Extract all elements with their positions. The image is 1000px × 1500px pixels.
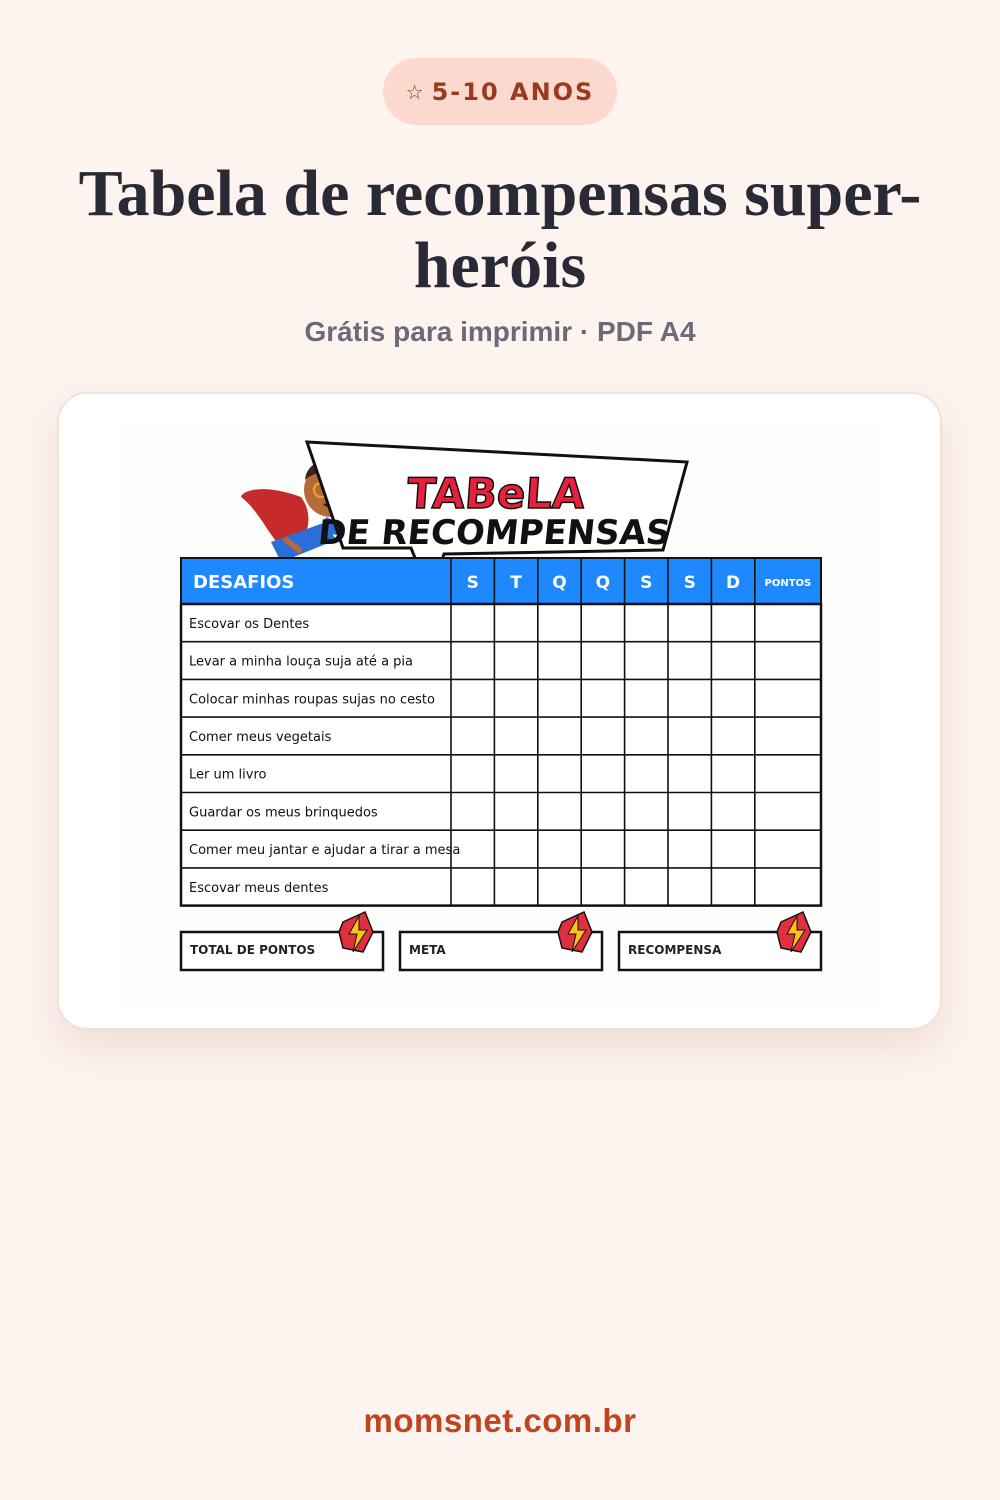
day-header: Q (552, 573, 567, 593)
page-subtitle: Grátis para imprimir · PDF A4 (304, 316, 696, 347)
points-header: PONTOS (764, 578, 812, 589)
reward-chart-svg (121, 422, 881, 1004)
chore-table (181, 558, 821, 906)
day-header: S (640, 573, 653, 593)
page-title: Tabela de recompensas super-heróis (78, 157, 922, 302)
chart-heading-line1: TABeLA (405, 469, 587, 518)
summary-box-label: TOTAL DE PONTOS (190, 943, 316, 957)
task-label: Comer meu jantar e ajudar a tirar a mesa (189, 843, 461, 859)
summary-box-label: META (409, 943, 446, 957)
day-header: Q (595, 573, 611, 593)
task-label: Ler um livro (189, 767, 267, 783)
task-label: Colocar minhas roupas sujas no cesto (189, 692, 435, 708)
preview-card[interactable] (57, 392, 942, 1030)
desafios-header: DESAFIOS (193, 572, 295, 593)
star-icon: ☆ (405, 79, 424, 104)
task-label: Escovar os Dentes (189, 616, 310, 632)
day-header: S (466, 573, 479, 593)
task-label: Escovar meus dentes (189, 880, 329, 896)
age-badge (383, 58, 617, 125)
chart-heading-line2: DE RECOMPENSAS (316, 513, 673, 553)
chart-preview (121, 422, 881, 1004)
summary-boxes (181, 912, 821, 970)
day-header: D (726, 573, 741, 593)
task-label: Comer meus vegetais (189, 729, 332, 745)
task-label: Levar a minha louça suja até a pia (189, 654, 413, 670)
age-badge-label: 5-10 ANOS (431, 77, 595, 106)
day-header: S (683, 573, 696, 593)
day-header: T (510, 573, 522, 593)
summary-box-label: RECOMPENSA (628, 943, 722, 957)
task-label: Guardar os meus brinquedos (189, 805, 378, 821)
site-footer-link[interactable]: momsnet.com.br (363, 1402, 637, 1439)
